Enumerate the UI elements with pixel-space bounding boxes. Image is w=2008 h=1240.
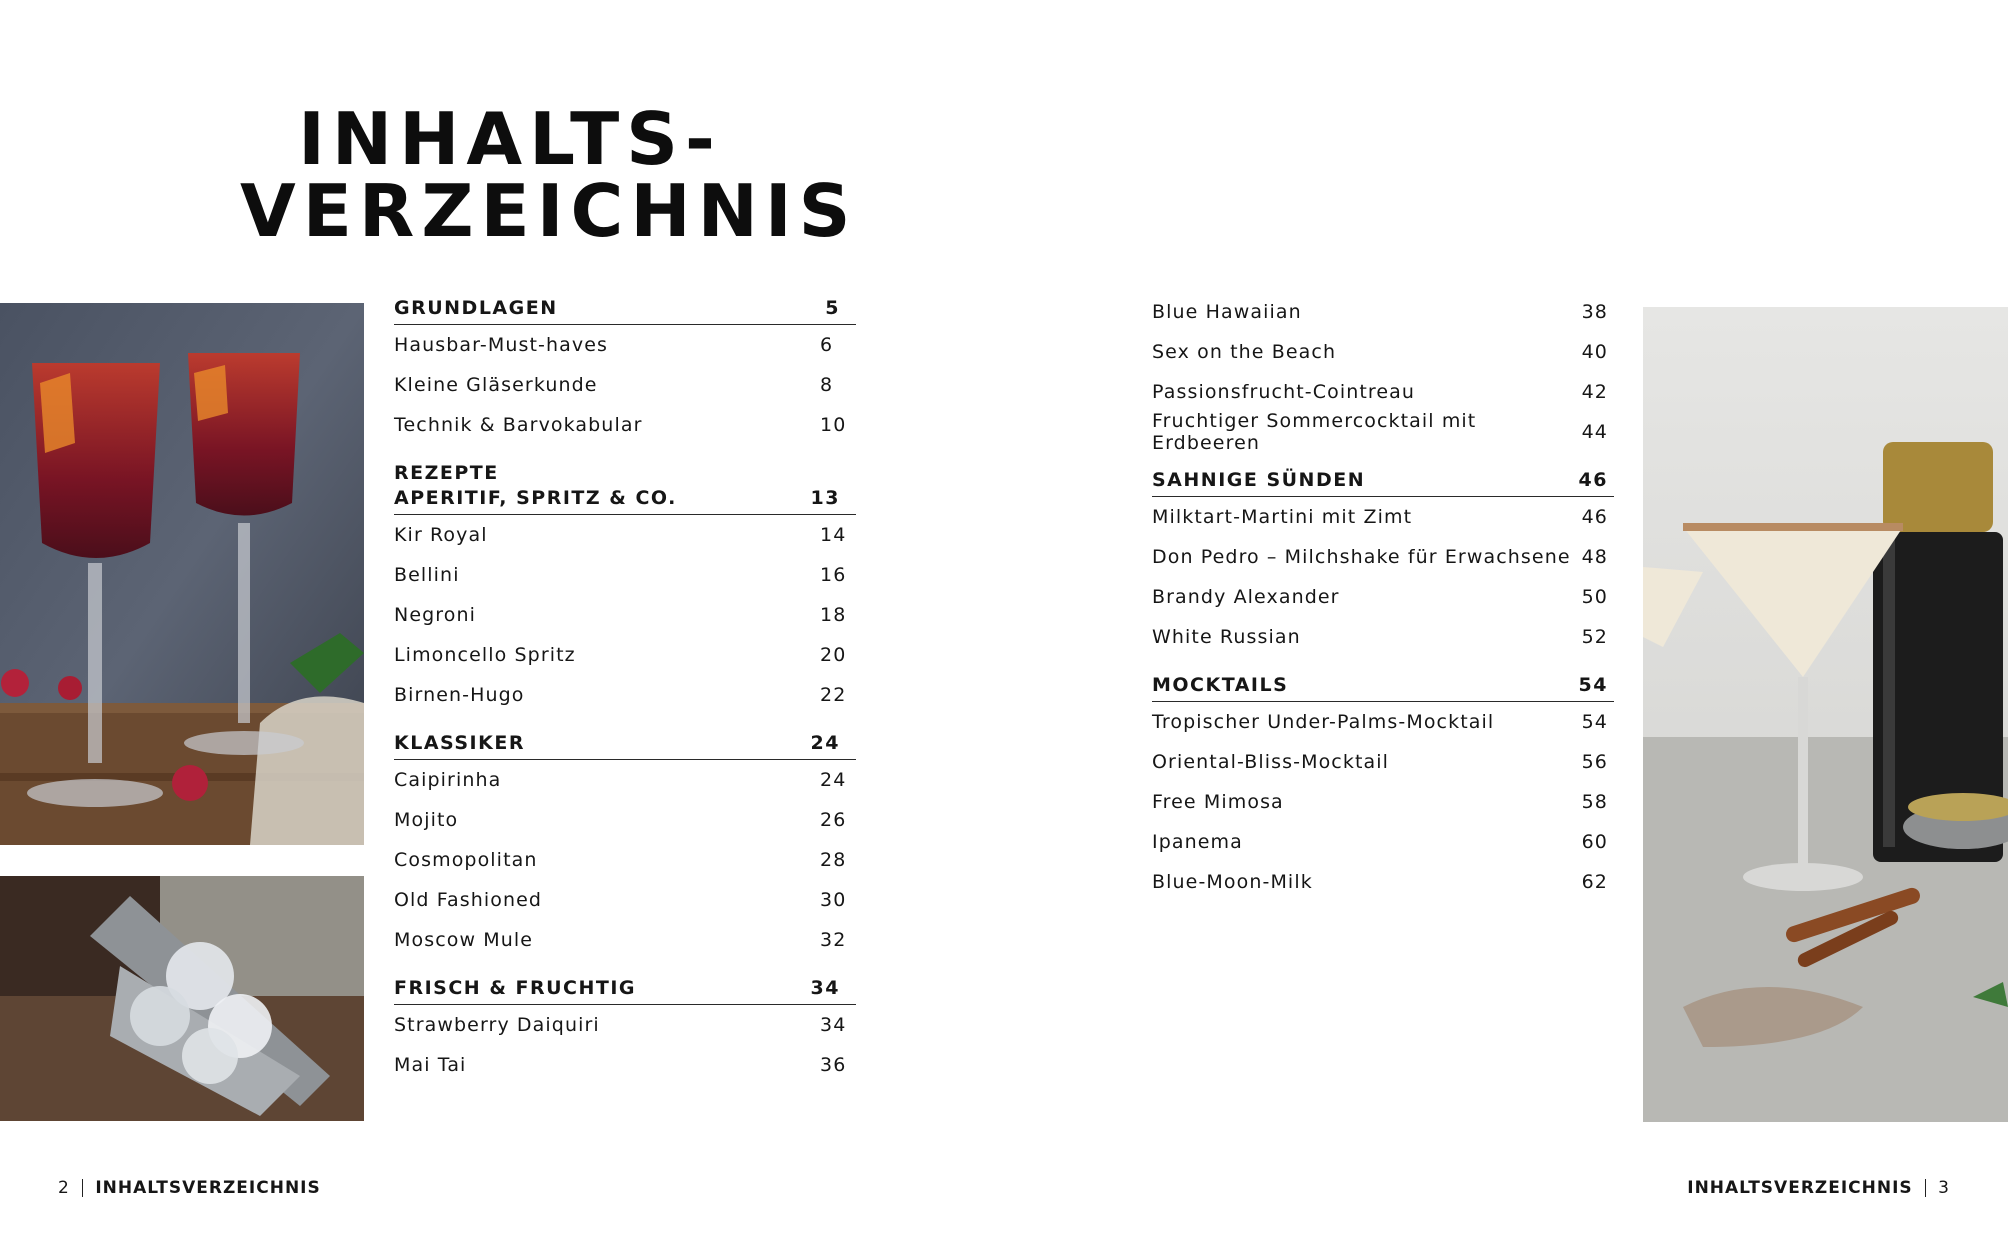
entry-label: Old Fashioned (394, 889, 543, 911)
entry-page: 48 (1581, 546, 1608, 568)
toc-entry[interactable] (1152, 782, 1614, 822)
entry-label: Brandy Alexander (1152, 586, 1340, 608)
entry-label: Hausbar-Must-haves (394, 334, 608, 356)
entry-label: Technik & Barvokabular (394, 414, 643, 436)
footer-page-number: 2 (58, 1178, 70, 1198)
entry-page: 20 (820, 644, 847, 666)
entry-label: Moscow Mule (394, 929, 534, 951)
entry-label: Strawberry Daiquiri (394, 1014, 600, 1036)
entry-page: 8 (820, 374, 834, 396)
section-page: 24 (810, 732, 840, 754)
toc-entry[interactable] (394, 365, 856, 405)
section-title: GRUNDLAGEN (394, 297, 558, 319)
footer-left (58, 1178, 321, 1198)
toc-section-frisch-fruchtig (394, 972, 856, 1085)
section-heading[interactable] (394, 972, 856, 1005)
entry-label: Caipirinha (394, 769, 502, 791)
toc-entry[interactable] (394, 555, 856, 595)
toc-entry[interactable] (394, 635, 856, 675)
entry-label: Blue-Moon-Milk (1152, 871, 1313, 893)
entry-label: Tropischer Under-Palms-Mocktail (1152, 711, 1495, 733)
entry-label: Sex on the Beach (1152, 341, 1337, 363)
toc-entry[interactable] (1152, 822, 1614, 862)
toc-entry[interactable] (1152, 702, 1614, 742)
entry-label: Bellini (394, 564, 460, 586)
section-title: MOCKTAILS (1152, 674, 1289, 696)
toc-section-continued (1152, 292, 1614, 452)
toc-entry[interactable] (394, 675, 856, 715)
entry-page: 44 (1581, 421, 1608, 443)
entry-page: 38 (1581, 301, 1608, 323)
toc-entry[interactable] (1152, 332, 1614, 372)
entry-label: Passionsfrucht-Cointreau (1152, 381, 1416, 403)
entry-label: Free Mimosa (1152, 791, 1284, 813)
milktart-martini-photo (1643, 307, 2008, 1122)
section-page: 34 (810, 977, 840, 999)
entry-page: 10 (820, 414, 847, 436)
toc-entry[interactable] (1152, 292, 1614, 332)
entry-page: 40 (1581, 341, 1608, 363)
section-page: 54 (1578, 674, 1608, 696)
section-heading[interactable] (394, 727, 856, 760)
toc-entry[interactable] (1152, 862, 1614, 902)
entry-page: 28 (820, 849, 847, 871)
toc-left-column (394, 292, 856, 1097)
entry-page: 14 (820, 524, 847, 546)
entry-label: Don Pedro – Milchshake für Erwachsene (1152, 546, 1571, 568)
ice-scoop-photo (0, 876, 364, 1121)
toc-entry[interactable] (394, 800, 856, 840)
entry-page: 24 (820, 769, 847, 791)
toc-right-column (1152, 292, 1614, 914)
footer-divider (1925, 1179, 1927, 1197)
entry-page: 16 (820, 564, 847, 586)
section-title: FRISCH & FRUCHTIG (394, 977, 637, 999)
section-title: KLASSIKER (394, 732, 525, 754)
entry-page: 18 (820, 604, 847, 626)
toc-entry[interactable] (394, 920, 856, 960)
section-heading[interactable] (1152, 669, 1614, 702)
footer-divider (82, 1179, 84, 1197)
toc-entry[interactable] (394, 325, 856, 365)
toc-section-rezepte (394, 457, 856, 715)
toc-entry[interactable] (1152, 617, 1614, 657)
section-title: SAHNIGE SÜNDEN (1152, 469, 1366, 491)
entry-label: Milktart-Martini mit Zimt (1152, 506, 1413, 528)
entry-label: Kleine Gläserkunde (394, 374, 598, 396)
section-heading[interactable] (394, 457, 856, 515)
section-heading[interactable] (1152, 464, 1614, 497)
entry-page: 58 (1581, 791, 1608, 813)
toc-section-sahnige-suenden (1152, 464, 1614, 657)
toc-entry[interactable] (394, 840, 856, 880)
section-title (394, 461, 677, 511)
toc-entry[interactable] (1152, 497, 1614, 537)
entry-label: Limoncello Spritz (394, 644, 576, 666)
section-title-line2: APERITIF, SPRITZ & CO. (394, 487, 677, 509)
footer-right (1687, 1178, 1950, 1198)
entry-page: 50 (1581, 586, 1608, 608)
entry-label: White Russian (1152, 626, 1301, 648)
page-title (240, 97, 858, 253)
entry-page: 36 (820, 1054, 847, 1076)
footer-label: INHALTSVERZEICHNIS (1687, 1178, 1913, 1198)
entry-page: 62 (1581, 871, 1608, 893)
toc-entry[interactable] (394, 515, 856, 555)
entry-label: Fruchtiger Sommercocktail mit Erdbeeren (1152, 410, 1477, 454)
entry-page: 54 (1581, 711, 1608, 733)
toc-section-mocktails (1152, 669, 1614, 902)
entry-page: 22 (820, 684, 847, 706)
toc-entry[interactable] (1152, 537, 1614, 577)
entry-label: Mai Tai (394, 1054, 467, 1076)
toc-entry[interactable] (394, 760, 856, 800)
entry-label: Birnen-Hugo (394, 684, 525, 706)
entry-page: 46 (1581, 506, 1608, 528)
entry-page: 26 (820, 809, 847, 831)
footer-page-number: 3 (1938, 1178, 1950, 1198)
toc-entry[interactable] (1152, 577, 1614, 617)
entry-label: Kir Royal (394, 524, 488, 546)
entry-label: Negroni (394, 604, 477, 626)
toc-entry[interactable] (394, 1045, 856, 1085)
entry-page: 60 (1581, 831, 1608, 853)
footer-label: INHALTSVERZEICHNIS (95, 1178, 321, 1198)
entry-label: Oriental-Bliss-Mocktail (1152, 751, 1389, 773)
entry-label: Cosmopolitan (394, 849, 538, 871)
page-title-line1: INHALTS- (298, 97, 722, 181)
entry-page: 42 (1581, 381, 1608, 403)
toc-entry[interactable] (394, 1005, 856, 1045)
toc-entry[interactable] (394, 595, 856, 635)
toc-entry[interactable] (1152, 742, 1614, 782)
toc-section-klassiker (394, 727, 856, 960)
section-heading[interactable] (394, 292, 856, 325)
entry-page: 30 (820, 889, 847, 911)
toc-entry[interactable] (1152, 412, 1614, 452)
entry-label: Blue Hawaiian (1152, 301, 1302, 323)
toc-section-grundlagen (394, 292, 856, 445)
page-title-line2: VERZEICHNIS (240, 169, 858, 253)
entry-page: 34 (820, 1014, 847, 1036)
entry-page: 32 (820, 929, 847, 951)
section-page: 46 (1578, 469, 1608, 491)
toc-entry[interactable] (394, 880, 856, 920)
entry-label: Ipanema (1152, 831, 1243, 853)
section-page: 13 (810, 487, 840, 509)
section-title-line1: REZEPTE (394, 462, 499, 484)
entry-page: 6 (820, 334, 834, 356)
toc-entry[interactable] (1152, 372, 1614, 412)
entry-label: Mojito (394, 809, 459, 831)
toc-entry[interactable] (394, 405, 856, 445)
entry-page: 52 (1581, 626, 1608, 648)
section-page: 5 (825, 297, 840, 319)
entry-page: 56 (1581, 751, 1608, 773)
spritz-glasses-photo (0, 303, 364, 845)
